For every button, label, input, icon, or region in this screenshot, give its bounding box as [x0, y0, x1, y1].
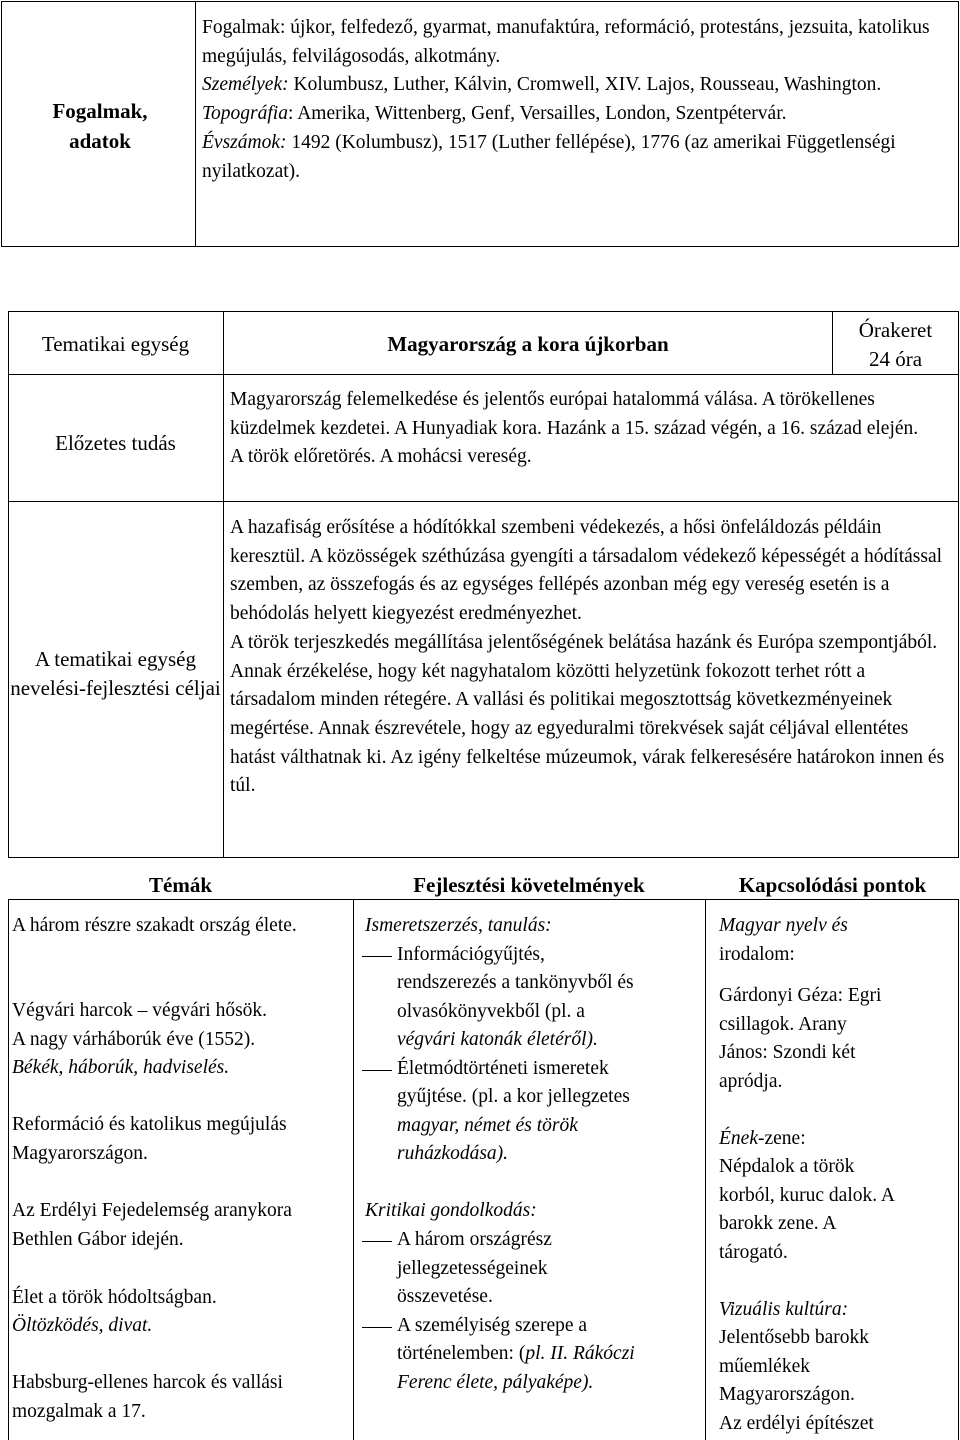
- hours-value: 24 óra: [868, 347, 923, 371]
- bullet-dash-icon: [362, 1070, 392, 1071]
- topic-2c: Békék, háborúk, hadviselés.: [12, 1057, 230, 1078]
- req-4-line-1: A személyiség szerepe a: [397, 1315, 588, 1336]
- requirements-heading-2: Kritikai gondolkodás:: [365, 1200, 537, 1221]
- conn-1-text-3: János: Szondi két: [719, 1042, 856, 1063]
- req-4-line-2a: történelemben: (: [397, 1343, 526, 1364]
- fogalmak-label: Fogalmak:: [202, 17, 286, 38]
- req-1-line-4: végvári katonák életéről).: [397, 1029, 598, 1050]
- unit-row2-border: [8, 501, 959, 502]
- conn-3-text-1: Jelentősebb barokk: [719, 1327, 870, 1348]
- goals-paragraph-2: A török terjeszkedés megállítása jelentőségének belátása hazánk és Európa szempontjából. Annak érzékelése, hogy két nagyhatalom közötti helyzetünk fokozott terhet rótt a társadalom minden rétegére. A vallási és politikai megosztottság következményeinek megértése. Annak észrevétele, hogy az egyeduralmi törekvések saját céljával ellentétes hatást válthatnak ki. Az igény felkeltése múzeumok, várak felkeresésére határokon innen és túl.: [230, 631, 945, 797]
- bullet-dash-icon: [362, 1241, 392, 1242]
- topic-6: Habsburg-ellenes harcok és vallási mozgalmak a 17.: [12, 1372, 283, 1422]
- conn-1-text-2: csillagok. Arany: [719, 1014, 847, 1035]
- req-1-line-2: rendszerezés a tankönyvből és: [397, 972, 634, 993]
- conn-3-text-3: Magyarországon.: [719, 1384, 855, 1405]
- conn-2-label: [719, 1125, 806, 1154]
- prior-knowledge-text: Magyarország felemelkedése és jelentős európai hatalommá válása. A törökellenes küzdelmek kezdetei. A Hunyadiak kora. Hazánk a 15. század végén, a 16. század elején. A török előretörés. A mohácsi vereség.: [230, 389, 919, 468]
- conn-2-text-1: Népdalok a török: [719, 1156, 855, 1177]
- unit-left-border: [8, 311, 9, 858]
- topic-1: A három részre szakadt ország élete.: [12, 915, 297, 936]
- topic-2b: A nagy várháborúk éve (1552).: [12, 1029, 256, 1050]
- req-4-line-2b: pl. II. Rákóczi: [525, 1343, 635, 1364]
- bullet-dash-icon: [362, 956, 392, 957]
- req-2-line-3: magyar, német és török: [397, 1115, 578, 1136]
- col-header-topics: Témák: [149, 873, 212, 897]
- conn-1-label-1: Magyar nyelv és: [719, 915, 848, 936]
- content-right-border: [958, 899, 959, 1440]
- req-3-line-1: A három országrész: [397, 1229, 552, 1250]
- goals-paragraph-1: A hazafiság erősítése a hódítókkal szembeni védekezés, a hősi önfeláldozás példáin keresztül. A közösségek széthúzása gyengíti a társadalom védekező képességét a hódítással szemben, az összefogás és az egységes fellépés azonban még egy vereség esetén is a behódolás helyett kiegyezést eredményezhet.: [230, 517, 943, 625]
- content-divider-1: [353, 899, 354, 1440]
- req-2-line-4: ruházkodása).: [397, 1143, 509, 1164]
- topografia-text: : Amerika, Wittenberg, Genf, Versailles, London, Szentpétervár.: [287, 103, 787, 125]
- req-2-line-1: Életmódtörténeti ismeretek: [397, 1058, 609, 1079]
- requirements-heading-1: Ismeretszerzés, tanulás:: [365, 915, 552, 936]
- req-4-line-2: [397, 1340, 635, 1369]
- conn-1-text-4: apródja.: [719, 1071, 783, 1092]
- req-1-line-3: olvasókönyvekből (pl. a: [397, 1001, 585, 1022]
- conn-2-text-2: korból, kuruc dalok. A: [719, 1185, 896, 1206]
- evszamok-label: Évszámok:: [202, 131, 287, 153]
- req-1-line-1: Információgyűjtés,: [397, 944, 545, 965]
- conn-2-label-rest: -zene:: [757, 1128, 806, 1149]
- content-left-border: [8, 899, 9, 1440]
- unit-top-border: [8, 311, 959, 312]
- unit-label: Tematikai egység: [41, 332, 190, 356]
- goals-label: A tematikai egység nevelési-fejlesztési céljai: [10, 647, 221, 700]
- concepts-divider: [195, 1, 196, 247]
- unit-label-divider: [223, 311, 224, 858]
- col-header-connections: Kapcsolódási pontok: [738, 873, 927, 897]
- conn-2-text-3: barokk zene. A: [719, 1213, 837, 1234]
- content-header-border: [8, 899, 959, 900]
- concepts-header: Fogalmak, adatok: [52, 99, 148, 153]
- col-header-requirements: Fejlesztési követelmények: [413, 873, 645, 897]
- topic-3: Reformáció és katolikus megújulás Magyarországon.: [12, 1114, 287, 1164]
- szemelyek-text: Kolumbusz, Luther, Kálvin, Cromwell, XIV. Lajos, Rousseau, Washington.: [288, 74, 882, 96]
- unit-title: Magyarország a kora újkorban: [387, 332, 669, 356]
- conn-3-text-2: műemlékek: [719, 1356, 810, 1377]
- conn-1-label-2: irodalom:: [719, 944, 795, 965]
- content-divider-2: [705, 899, 706, 1440]
- hours-label: Órakeret: [858, 318, 933, 342]
- conn-3-text-4: Az erdélyi építészet: [719, 1413, 874, 1434]
- szemelyek-label: Személyek:: [202, 74, 289, 96]
- evszamok-text: 1492 (Kolumbusz), 1517 (Luther fellépése), 1776 (az amerikai Függetlenségi nyilatkozat).: [202, 131, 896, 182]
- prior-knowledge-label: Előzetes tudás: [55, 431, 176, 455]
- unit-row3-border: [8, 857, 959, 858]
- concepts-body: [202, 14, 952, 186]
- goals-text: [230, 514, 950, 801]
- topic-5a: Élet a török hódoltságban.: [12, 1287, 217, 1308]
- conn-3-label: Vizuális kultúra:: [719, 1299, 849, 1320]
- topic-4: Az Erdélyi Fejedelemség aranykora Bethlen Gábor idején.: [12, 1200, 292, 1250]
- req-3-line-2: jellegzetességeinek: [397, 1258, 548, 1279]
- topic-5b: Öltözködés, divat.: [12, 1315, 153, 1336]
- fogalmak-text: újkor, felfedező, gyarmat, manufaktúra, reformáció, protestáns, jezsuita, katolikus megújulás, felvilágosodás, alkotmány.: [202, 17, 930, 67]
- unit-row1-border: [8, 374, 959, 375]
- req-3-line-3: összevetése.: [397, 1286, 493, 1307]
- topic-2a: Végvári harcok – végvári hősök.: [12, 1000, 268, 1021]
- conn-2-text-4: tárogató.: [719, 1242, 788, 1263]
- conn-2-label-italic: Ének: [719, 1128, 758, 1149]
- unit-right-border: [958, 311, 959, 858]
- conn-1-text-1: Gárdonyi Géza: Egri: [719, 985, 882, 1006]
- req-4-line-3: Ferenc élete, pályaképe).: [397, 1372, 594, 1393]
- req-2-line-2: gyűjtése. (pl. a kor jellegzetes: [397, 1086, 630, 1107]
- topografia-label: Topográfia: [202, 103, 288, 125]
- bullet-dash-icon: [362, 1327, 392, 1328]
